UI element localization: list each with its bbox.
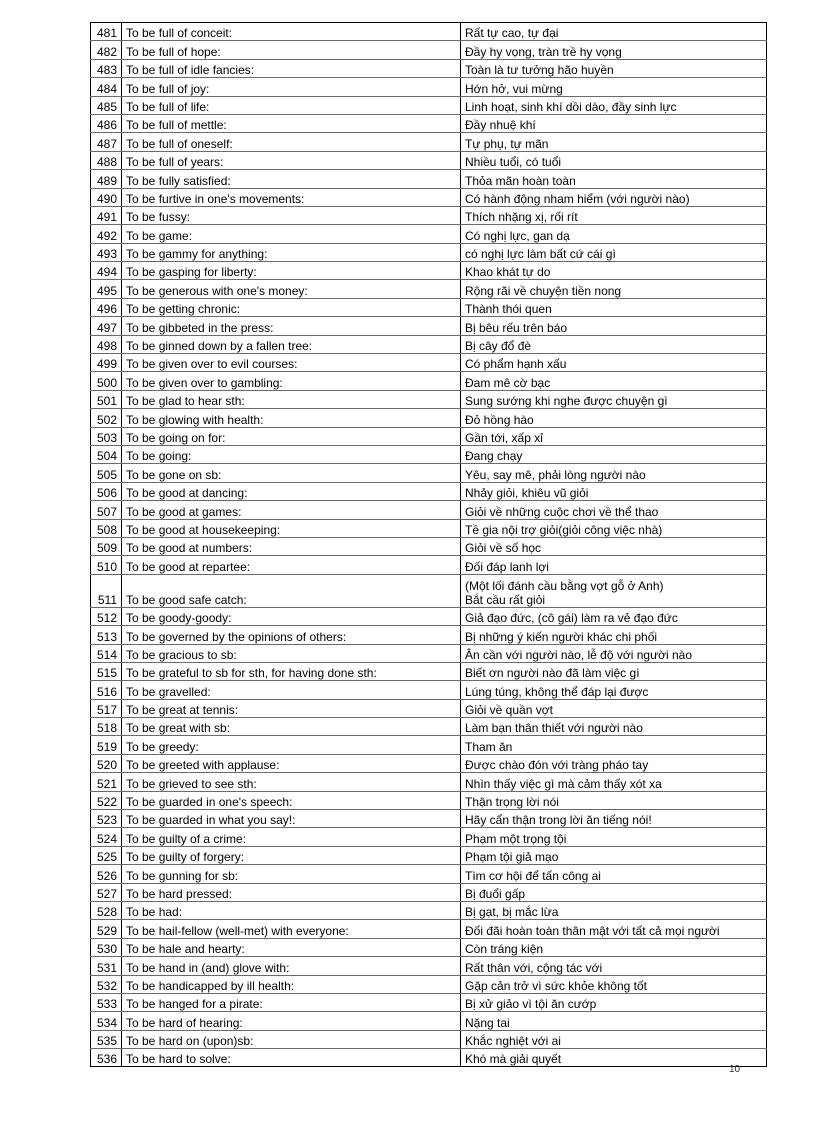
row-number: 535 (91, 1030, 122, 1048)
table-row (91, 372, 767, 390)
vietnamese-meaning-text: Được chào đón với tràng pháo tay (465, 758, 649, 773)
vietnamese-meaning-text: Bị những ý kiến người khác chi phối (465, 629, 658, 644)
row-number: 484 (91, 78, 122, 96)
english-phrase: To be game: (122, 225, 461, 243)
row-number: 520 (91, 754, 122, 772)
vietnamese-meaning (461, 681, 767, 699)
table-row (91, 938, 767, 956)
row-number: 496 (91, 298, 122, 316)
english-phrase: To be going: (122, 445, 461, 463)
english-phrase: To be good at repartee: (122, 556, 461, 574)
english-phrase: To be had: (122, 901, 461, 919)
row-number: 536 (91, 1049, 122, 1067)
vietnamese-meaning-text: Thận trọng lời nói (465, 795, 559, 810)
english-phrase: To be full of conceit: (122, 23, 461, 41)
vietnamese-meaning-text: Đối đãi hoàn toàn thân mật với tất cả mọi người (465, 923, 720, 938)
table-row (91, 718, 767, 736)
row-number: 530 (91, 938, 122, 956)
table-row (91, 626, 767, 644)
english-phrase: To be furtive in one's movements: (122, 188, 461, 206)
vietnamese-meaning-text: Khó mà giải quyết (465, 1052, 562, 1067)
row-number: 486 (91, 114, 122, 132)
vietnamese-meaning (461, 335, 767, 353)
vietnamese-meaning (461, 206, 767, 224)
vietnamese-meaning (461, 96, 767, 114)
row-number: 534 (91, 1012, 122, 1030)
table-row (91, 993, 767, 1011)
table-row (91, 354, 767, 372)
english-phrase: To be grieved to see sth: (122, 773, 461, 791)
row-number: 531 (91, 957, 122, 975)
english-phrase: To be good at games: (122, 501, 461, 519)
row-number: 512 (91, 607, 122, 625)
vietnamese-meaning-text: Giỏi về những cuộc chơi về thể thao (465, 504, 659, 519)
vietnamese-meaning-text: Tìm cơ hội để tấn công ai (465, 868, 601, 883)
table-row (91, 59, 767, 77)
row-number: 503 (91, 427, 122, 445)
table-row (91, 445, 767, 463)
vietnamese-meaning (461, 409, 767, 427)
table-row (91, 96, 767, 114)
english-phrase: To be glowing with health: (122, 409, 461, 427)
table-row (91, 883, 767, 901)
table-row (91, 280, 767, 298)
row-number: 526 (91, 865, 122, 883)
table-row (91, 681, 767, 699)
table-row (91, 920, 767, 938)
english-phrase: To be guarded in one's speech: (122, 791, 461, 809)
vietnamese-meaning-text: Thích nhặng xị, rối rít (465, 210, 578, 225)
vietnamese-meaning (461, 699, 767, 717)
table-row (91, 791, 767, 809)
row-number: 525 (91, 846, 122, 864)
row-number: 532 (91, 975, 122, 993)
row-number: 489 (91, 170, 122, 188)
row-number: 514 (91, 644, 122, 662)
vietnamese-meaning (461, 828, 767, 846)
english-phrase: To be great with sb: (122, 718, 461, 736)
vietnamese-meaning-text: Phạm một trọng tội (465, 831, 567, 846)
row-number: 481 (91, 23, 122, 41)
row-number: 528 (91, 901, 122, 919)
table-row (91, 78, 767, 96)
vietnamese-meaning (461, 975, 767, 993)
table-row (91, 736, 767, 754)
row-number: 483 (91, 59, 122, 77)
vietnamese-meaning-text: Đối đáp lanh lợi (465, 559, 549, 574)
table-row (91, 243, 767, 261)
vietnamese-meaning (461, 188, 767, 206)
english-phrase: To be gunning for sb: (122, 865, 461, 883)
row-number: 518 (91, 718, 122, 736)
vietnamese-meaning (461, 662, 767, 680)
table-row (91, 464, 767, 482)
english-phrase: To be gasping for liberty: (122, 262, 461, 280)
english-phrase: To be hale and hearty: (122, 938, 461, 956)
table-row (91, 828, 767, 846)
vietnamese-meaning-text: Bị gạt, bị mắc lừa (465, 905, 559, 920)
english-phrase: To be hard pressed: (122, 883, 461, 901)
table-row (91, 501, 767, 519)
english-phrase: To be hard to solve: (122, 1049, 461, 1067)
table-row (91, 225, 767, 243)
table-row (91, 335, 767, 353)
row-number: 521 (91, 773, 122, 791)
vietnamese-meaning-text: Khao khát tự do (465, 265, 551, 280)
vietnamese-meaning-text: Bị bêu rếu trên báo (465, 320, 568, 335)
vietnamese-meaning-text: Lúng túng, không thể đáp lại được (465, 684, 649, 699)
vietnamese-meaning-text: Rất tự cao, tự đại (465, 26, 559, 41)
row-number: 529 (91, 920, 122, 938)
table-row (91, 754, 767, 772)
vietnamese-meaning (461, 901, 767, 919)
vietnamese-meaning (461, 626, 767, 644)
table-row (91, 810, 767, 828)
vietnamese-meaning-text: Đầy nhuệ khí (465, 118, 536, 133)
vocabulary-table-body (91, 23, 767, 1067)
vietnamese-meaning (461, 519, 767, 537)
table-row (91, 699, 767, 717)
vietnamese-meaning-text: Biết ơn người nào đã làm việc gì (465, 666, 640, 681)
english-phrase: To be full of idle fancies: (122, 59, 461, 77)
vietnamese-meaning-text: Bị cây đổ đè (465, 339, 532, 354)
vietnamese-meaning (461, 427, 767, 445)
english-phrase: To be gibbeted in the press: (122, 317, 461, 335)
vietnamese-meaning (461, 170, 767, 188)
vietnamese-meaning (461, 445, 767, 463)
table-row (91, 206, 767, 224)
row-number: 502 (91, 409, 122, 427)
vietnamese-meaning-text: Bị xử giảo vì tội ăn cướp (465, 997, 597, 1012)
vietnamese-meaning-text: Có hành động nham hiểm (với người nào) (465, 191, 690, 206)
english-phrase: To be full of hope: (122, 41, 461, 59)
english-phrase: To be grateful to sb for sth, for having done sth: (122, 662, 461, 680)
english-phrase: To be good at dancing: (122, 482, 461, 500)
table-row (91, 556, 767, 574)
row-number: 498 (91, 335, 122, 353)
english-phrase: To be hanged for a pirate: (122, 993, 461, 1011)
vietnamese-meaning-text: Rộng rãi về chuyện tiền nong (465, 283, 622, 298)
vietnamese-meaning-text: Rất thân với, cộng tác với (465, 960, 603, 975)
table-row (91, 427, 767, 445)
vietnamese-meaning-text: Thành thói quen (465, 302, 552, 317)
vietnamese-meaning (461, 298, 767, 316)
row-number: 491 (91, 206, 122, 224)
vietnamese-meaning-text: Nhảy giỏi, khiêu vũ giỏi (465, 486, 589, 501)
english-phrase: To be ginned down by a fallen tree: (122, 335, 461, 353)
english-phrase: To be guilty of forgery: (122, 846, 461, 864)
vietnamese-meaning (461, 151, 767, 169)
vietnamese-meaning (461, 754, 767, 772)
row-number: 500 (91, 372, 122, 390)
vietnamese-meaning-text: Đang chạy (465, 449, 523, 464)
vietnamese-meaning (461, 537, 767, 555)
table-row (91, 1012, 767, 1030)
vietnamese-meaning-text: Tự phụ, tự mãn (465, 136, 549, 151)
vietnamese-meaning-text: Có nghị lực, gan dạ (465, 228, 570, 243)
row-number: 501 (91, 390, 122, 408)
vietnamese-meaning (461, 133, 767, 151)
english-phrase: To be given over to evil courses: (122, 354, 461, 372)
vietnamese-meaning (461, 993, 767, 1011)
row-number: 524 (91, 828, 122, 846)
english-phrase: To be hand in (and) glove with: (122, 957, 461, 975)
vietnamese-meaning-text: Sung sướng khi nghe được chuyện gì (465, 394, 668, 409)
vietnamese-meaning (461, 59, 767, 77)
table-row (91, 188, 767, 206)
english-phrase: To be getting chronic: (122, 298, 461, 316)
english-phrase: To be going on for: (122, 427, 461, 445)
vietnamese-meaning (461, 354, 767, 372)
english-phrase: To be generous with one's money: (122, 280, 461, 298)
vietnamese-meaning-text: Tề gia nội trợ giỏi(giỏi công việc nhà) (465, 522, 663, 537)
english-phrase: To be greedy: (122, 736, 461, 754)
vietnamese-meaning (461, 23, 767, 41)
table-row (91, 957, 767, 975)
row-number: 492 (91, 225, 122, 243)
row-number: 510 (91, 556, 122, 574)
table-row (91, 519, 767, 537)
row-number: 527 (91, 883, 122, 901)
table-row (91, 662, 767, 680)
vietnamese-meaning-text: Gặp cản trở vì sức khỏe không tốt (465, 978, 647, 993)
table-row (91, 23, 767, 41)
table-row (91, 574, 767, 607)
vietnamese-meaning-text: Bị đuổi gấp (465, 886, 526, 901)
vietnamese-meaning (461, 501, 767, 519)
vietnamese-meaning-text: Đầy hy vọng, tràn trề hy vọng (465, 44, 622, 59)
vietnamese-meaning-text: Yêu, say mê, phải lòng người nào (465, 467, 646, 482)
english-phrase: To be handicapped by ill health: (122, 975, 461, 993)
table-row (91, 846, 767, 864)
vietnamese-meaning-text: Làm bạn thân thiết với người nào (465, 721, 643, 736)
english-phrase: To be gravelled: (122, 681, 461, 699)
row-number: 509 (91, 537, 122, 555)
vietnamese-meaning (461, 791, 767, 809)
vietnamese-meaning-text: Toàn là tư tưởng hão huyền (465, 63, 614, 78)
row-number: 488 (91, 151, 122, 169)
vietnamese-meaning (461, 607, 767, 625)
vietnamese-meaning-text: Nhìn thấy việc gì mà cảm thấy xót xa (465, 776, 662, 791)
row-number: 494 (91, 262, 122, 280)
english-phrase: To be hard on (upon)sb: (122, 1030, 461, 1048)
vietnamese-meaning (461, 865, 767, 883)
vietnamese-meaning (461, 718, 767, 736)
row-number: 505 (91, 464, 122, 482)
table-row (91, 537, 767, 555)
table-row (91, 317, 767, 335)
row-number: 487 (91, 133, 122, 151)
vietnamese-meaning (461, 262, 767, 280)
row-number: 495 (91, 280, 122, 298)
english-phrase: To be good at housekeeping: (122, 519, 461, 537)
table-row (91, 607, 767, 625)
english-phrase: To be gracious to sb: (122, 644, 461, 662)
table-row (91, 151, 767, 169)
row-number: 508 (91, 519, 122, 537)
vietnamese-meaning (461, 225, 767, 243)
table-row (91, 170, 767, 188)
row-number: 522 (91, 791, 122, 809)
row-number: 511 (91, 574, 122, 607)
vietnamese-meaning (461, 773, 767, 791)
vietnamese-meaning-text: Giỏi về số học (465, 541, 542, 556)
vietnamese-meaning-text: Đỏ hồng hào (465, 412, 534, 427)
vietnamese-meaning-text: (Một lối đánh cầu bằng vợt gỗ ở Anh) Bắt cầu rất giỏi (465, 578, 664, 607)
vietnamese-meaning-text: Khắc nghiệt với ai (465, 1034, 561, 1049)
english-phrase: To be goody-goody: (122, 607, 461, 625)
vietnamese-meaning-text: Thỏa mãn hoàn toàn (465, 173, 576, 188)
vietnamese-meaning (461, 464, 767, 482)
vietnamese-meaning-text: Linh hoạt, sinh khí dồi dào, đầy sinh lực (465, 99, 677, 114)
vietnamese-meaning (461, 114, 767, 132)
table-row (91, 644, 767, 662)
english-phrase: To be fussy: (122, 206, 461, 224)
english-phrase: To be hard of hearing: (122, 1012, 461, 1030)
vietnamese-meaning (461, 390, 767, 408)
row-number: 533 (91, 993, 122, 1011)
vietnamese-meaning-text: Còn tráng kiện (465, 942, 544, 957)
english-phrase: To be given over to gambling: (122, 372, 461, 390)
english-phrase: To be good at numbers: (122, 537, 461, 555)
english-phrase: To be good safe catch: (122, 574, 461, 607)
english-phrase: To be full of joy: (122, 78, 461, 96)
english-phrase: To be gammy for anything: (122, 243, 461, 261)
english-phrase: To be glad to hear sth: (122, 390, 461, 408)
vietnamese-meaning (461, 574, 767, 607)
vietnamese-meaning-text: Giả đạo đức, (cô gái) làm ra vẻ đạo đức (465, 611, 678, 626)
vietnamese-meaning (461, 482, 767, 500)
row-number: 497 (91, 317, 122, 335)
vietnamese-meaning-text: Nhiều tuổi, có tuổi (465, 155, 562, 170)
vietnamese-meaning-text: Nặng tai (465, 1015, 510, 1030)
vietnamese-meaning (461, 1012, 767, 1030)
row-number: 485 (91, 96, 122, 114)
table-row (91, 409, 767, 427)
vietnamese-meaning-text: Hớn hở, vui mừng (465, 81, 563, 96)
row-number: 507 (91, 501, 122, 519)
table-row (91, 773, 767, 791)
vietnamese-meaning-text: Tham ăn (465, 739, 513, 754)
vietnamese-meaning (461, 78, 767, 96)
english-phrase: To be full of years: (122, 151, 461, 169)
vietnamese-meaning (461, 41, 767, 59)
english-phrase: To be full of mettle: (122, 114, 461, 132)
vietnamese-meaning-text: Ân cần với người nào, lễ độ với người nào (465, 647, 692, 662)
vietnamese-meaning (461, 846, 767, 864)
english-phrase: To be guarded in what you say!: (122, 810, 461, 828)
vietnamese-meaning (461, 957, 767, 975)
row-number: 516 (91, 681, 122, 699)
table-row (91, 1030, 767, 1048)
row-number: 515 (91, 662, 122, 680)
page-number: 10 (729, 1064, 741, 1075)
row-number: 499 (91, 354, 122, 372)
english-phrase: To be greeted with applause: (122, 754, 461, 772)
vietnamese-meaning (461, 1030, 767, 1048)
row-number: 504 (91, 445, 122, 463)
english-phrase: To be guilty of a crime: (122, 828, 461, 846)
vietnamese-meaning (461, 372, 767, 390)
vietnamese-meaning (461, 920, 767, 938)
vietnamese-meaning-text: Hãy cẩn thận trong lời ăn tiếng nói! (465, 813, 652, 828)
table-row (91, 975, 767, 993)
vietnamese-meaning (461, 243, 767, 261)
vietnamese-meaning-text: Phạm tội giả mạo (465, 850, 559, 865)
table-row (91, 865, 767, 883)
row-number: 493 (91, 243, 122, 261)
vietnamese-meaning-text: Đam mê cờ bạc (465, 375, 551, 390)
english-phrase: To be fully satisfied: (122, 170, 461, 188)
table-row (91, 298, 767, 316)
table-row (91, 901, 767, 919)
row-number: 482 (91, 41, 122, 59)
vocabulary-table (90, 22, 767, 1067)
vietnamese-meaning-text: Giỏi về quần vợt (465, 703, 553, 718)
row-number: 523 (91, 810, 122, 828)
table-row (91, 262, 767, 280)
english-phrase: To be hail-fellow (well-met) with everyone: (122, 920, 461, 938)
vietnamese-meaning (461, 883, 767, 901)
english-phrase: To be governed by the opinions of others: (122, 626, 461, 644)
row-number: 506 (91, 482, 122, 500)
vietnamese-meaning (461, 736, 767, 754)
vietnamese-meaning (461, 556, 767, 574)
english-phrase: To be great at tennis: (122, 699, 461, 717)
vietnamese-meaning (461, 317, 767, 335)
vietnamese-meaning-text: Gần tới, xấp xỉ (465, 430, 543, 445)
row-number: 517 (91, 699, 122, 717)
vietnamese-meaning (461, 644, 767, 662)
table-row (91, 1049, 767, 1067)
vietnamese-meaning-text: Có phẩm hạnh xấu (465, 357, 567, 372)
english-phrase: To be full of oneself: (122, 133, 461, 151)
row-number: 490 (91, 188, 122, 206)
row-number: 519 (91, 736, 122, 754)
table-row (91, 41, 767, 59)
vietnamese-meaning (461, 938, 767, 956)
table-row (91, 390, 767, 408)
vietnamese-meaning-text: có nghị lực làm bất cứ cái gì (465, 247, 616, 262)
table-row (91, 482, 767, 500)
vietnamese-meaning (461, 810, 767, 828)
english-phrase: To be gone on sb: (122, 464, 461, 482)
row-number: 513 (91, 626, 122, 644)
vietnamese-meaning (461, 1049, 767, 1067)
table-row (91, 133, 767, 151)
vietnamese-meaning (461, 280, 767, 298)
english-phrase: To be full of life: (122, 96, 461, 114)
table-row (91, 114, 767, 132)
